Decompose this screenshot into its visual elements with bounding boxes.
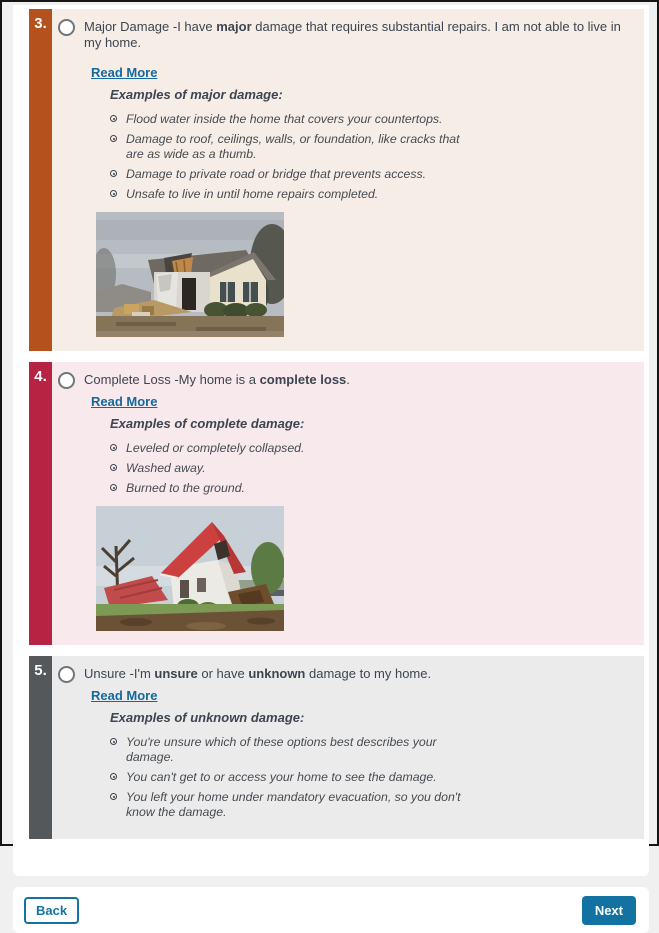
option-number-bar xyxy=(29,9,52,351)
radio-button[interactable] xyxy=(58,666,75,683)
option-label: Unsure -I'm unsure or have unknown damage to my home. xyxy=(84,666,432,681)
bullet-text: You're unsure which of these options best describes your damage. xyxy=(126,735,437,764)
bullet-text: Leveled or completely collapsed. xyxy=(126,441,305,455)
damage-options-panel xyxy=(13,5,649,876)
bullet-text: Damage to roof, ceilings, walls, or foundation, like cracks that are as wide as a thumb. xyxy=(126,132,460,161)
photo-slot xyxy=(96,212,634,337)
option-number-bar xyxy=(29,656,52,839)
examples-list xyxy=(110,735,462,820)
wizard-footer xyxy=(13,887,649,933)
example-bullet xyxy=(110,790,462,820)
read-more-link[interactable]: Read More xyxy=(91,394,158,409)
photo-slot xyxy=(96,506,634,631)
example-bullet xyxy=(110,770,462,785)
read-more-link[interactable]: Read More xyxy=(91,688,158,703)
damage-option xyxy=(29,656,644,839)
example-bullet xyxy=(110,167,462,182)
next-button[interactable]: Next xyxy=(582,896,636,925)
bullet-icon xyxy=(110,793,117,800)
bullet-icon xyxy=(110,190,117,197)
bullet-icon xyxy=(110,444,117,451)
damage-option xyxy=(29,9,644,351)
bullet-text: Flood water inside the home that covers your countertops. xyxy=(126,112,443,126)
examples-list xyxy=(110,112,462,202)
option-content xyxy=(52,656,644,839)
option-number: 5. xyxy=(34,662,47,679)
option-content xyxy=(52,9,644,351)
option-label: Complete Loss -My home is a complete loss. xyxy=(84,372,350,387)
example-bullet xyxy=(110,112,462,127)
example-bullet xyxy=(110,132,462,162)
option-content xyxy=(52,362,644,645)
bullet-text: Damage to private road or bridge that prevents access. xyxy=(126,167,427,181)
bullet-icon xyxy=(110,773,117,780)
examples-title: Examples of complete damage: xyxy=(110,416,305,431)
example-bullet xyxy=(110,441,462,456)
bullet-text: You can't get to or access your home to see the damage. xyxy=(126,770,437,784)
example-bullet xyxy=(110,481,462,496)
examples-list xyxy=(110,441,462,496)
bullet-icon xyxy=(110,738,117,745)
bullet-icon xyxy=(110,170,117,177)
bullet-icon xyxy=(110,484,117,491)
back-button[interactable]: Back xyxy=(24,897,79,924)
read-more-link[interactable]: Read More xyxy=(91,65,158,80)
examples-title: Examples of major damage: xyxy=(110,87,283,102)
bullet-icon xyxy=(110,464,117,471)
bullet-text: Burned to the ground. xyxy=(126,481,245,495)
radio-button[interactable] xyxy=(58,372,75,389)
example-bullet xyxy=(110,461,462,476)
example-bullet xyxy=(110,187,462,202)
example-bullet xyxy=(110,735,462,765)
bullet-text: Washed away. xyxy=(126,461,206,475)
bullet-text: Unsafe to live in until home repairs completed. xyxy=(126,187,379,201)
bullet-icon xyxy=(110,115,117,122)
option-label: Major Damage -I have major damage that requires substantial repairs. I am not able to live in my home. xyxy=(84,19,621,50)
major-damage-photo xyxy=(96,212,284,337)
option-number-bar xyxy=(29,362,52,645)
bullet-text: You left your home under mandatory evacuation, so you don't know the damage. xyxy=(126,790,461,819)
option-number: 4. xyxy=(34,368,47,385)
damage-option xyxy=(29,362,644,645)
examples-title: Examples of unknown damage: xyxy=(110,710,305,725)
complete-loss-photo xyxy=(96,506,284,631)
bullet-icon xyxy=(110,135,117,142)
radio-button[interactable] xyxy=(58,19,75,36)
option-number: 3. xyxy=(34,15,47,32)
